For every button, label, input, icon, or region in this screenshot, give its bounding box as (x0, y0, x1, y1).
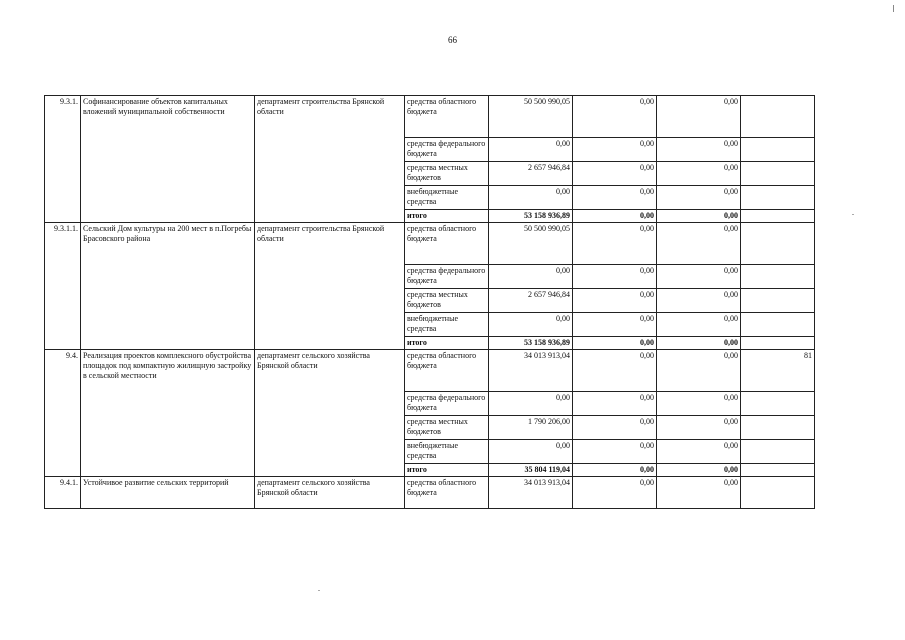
scan-speck (852, 214, 854, 215)
funding-source-cell: внебюджетные средства (405, 186, 489, 210)
table-row (45, 350, 815, 392)
funding-source-cell: итого (405, 337, 489, 350)
amount-cell-1: 34 013 913,04 (489, 477, 573, 509)
extra-cell (741, 162, 815, 186)
amount-cell-3: 0,00 (657, 186, 741, 210)
table-row (45, 477, 815, 509)
funding-source-cell: средства областного бюджета (405, 96, 489, 138)
measure-name-cell: Реализация проектов комплексного обустройства площадок под компактную жилищную застройку в сельской местности (81, 350, 255, 477)
extra-cell (741, 416, 815, 440)
scan-speck (318, 590, 320, 591)
extra-cell (741, 186, 815, 210)
funding-source-cell: итого (405, 210, 489, 223)
amount-cell-3: 0,00 (657, 440, 741, 464)
funding-source-cell: средства областного бюджета (405, 477, 489, 509)
executor-cell: департамент сельского хозяйства Брянской области (255, 477, 405, 509)
amount-cell-2: 0,00 (573, 138, 657, 162)
amount-cell-1: 35 804 119,04 (489, 464, 573, 477)
extra-cell (741, 96, 815, 138)
extra-cell (741, 210, 815, 223)
row-number-cell: 9.3.1. (45, 96, 81, 223)
extra-cell (741, 223, 815, 265)
extra-cell (741, 464, 815, 477)
amount-cell-1: 1 790 206,00 (489, 416, 573, 440)
measure-name-cell: Сельский Дом культуры на 200 мест в п.Погребы Брасовского района (81, 223, 255, 350)
amount-cell-3: 0,00 (657, 210, 741, 223)
extra-cell (741, 265, 815, 289)
row-number-cell: 9.3.1.1. (45, 223, 81, 350)
amount-cell-1: 50 500 990,05 (489, 96, 573, 138)
amount-cell-3: 0,00 (657, 289, 741, 313)
amount-cell-2: 0,00 (573, 440, 657, 464)
executor-cell: департамент сельского хозяйства Брянской области (255, 350, 405, 477)
amount-cell-3: 0,00 (657, 138, 741, 162)
executor-cell: департамент строительства Брянской области (255, 96, 405, 223)
amount-cell-2: 0,00 (573, 223, 657, 265)
amount-cell-1: 2 657 946,84 (489, 162, 573, 186)
funding-source-cell: средства местных бюджетов (405, 416, 489, 440)
amount-cell-1: 2 657 946,84 (489, 289, 573, 313)
funding-source-cell: итого (405, 464, 489, 477)
extra-cell (741, 289, 815, 313)
amount-cell-2: 0,00 (573, 313, 657, 337)
extra-cell (741, 138, 815, 162)
funding-source-cell: средства областного бюджета (405, 223, 489, 265)
scan-edge-mark (893, 5, 894, 12)
amount-cell-3: 0,00 (657, 96, 741, 138)
extra-cell (741, 392, 815, 416)
funding-source-cell: средства федерального бюджета (405, 138, 489, 162)
amount-cell-1: 0,00 (489, 440, 573, 464)
amount-cell-3: 0,00 (657, 223, 741, 265)
executor-cell: департамент строительства Брянской области (255, 223, 405, 350)
amount-cell-1: 0,00 (489, 138, 573, 162)
funding-source-cell: внебюджетные средства (405, 440, 489, 464)
amount-cell-3: 0,00 (657, 337, 741, 350)
amount-cell-3: 0,00 (657, 464, 741, 477)
table-row (45, 96, 815, 138)
amount-cell-1: 0,00 (489, 392, 573, 416)
table-row (45, 223, 815, 265)
amount-cell-2: 0,00 (573, 96, 657, 138)
funding-source-cell: внебюджетные средства (405, 313, 489, 337)
row-number-cell: 9.4. (45, 350, 81, 477)
amount-cell-2: 0,00 (573, 464, 657, 477)
funding-source-cell: средства федерального бюджета (405, 265, 489, 289)
amount-cell-1: 0,00 (489, 313, 573, 337)
extra-cell (741, 477, 815, 509)
measure-name-cell: Софинансирование объектов капитальных вложений муниципальной собственности (81, 96, 255, 223)
amount-cell-2: 0,00 (573, 337, 657, 350)
extra-cell (741, 313, 815, 337)
amount-cell-3: 0,00 (657, 392, 741, 416)
funding-source-cell: средства местных бюджетов (405, 162, 489, 186)
measure-name-cell: Устойчивое развитие сельских территорий (81, 477, 255, 509)
amount-cell-2: 0,00 (573, 350, 657, 392)
funding-source-cell: средства местных бюджетов (405, 289, 489, 313)
budget-table (44, 95, 815, 509)
amount-cell-3: 0,00 (657, 162, 741, 186)
amount-cell-1: 50 500 990,05 (489, 223, 573, 265)
funding-source-cell: средства областного бюджета (405, 350, 489, 392)
extra-cell: 81 (741, 350, 815, 392)
amount-cell-1: 53 158 936,89 (489, 210, 573, 223)
amount-cell-1: 0,00 (489, 265, 573, 289)
amount-cell-3: 0,00 (657, 416, 741, 440)
amount-cell-2: 0,00 (573, 392, 657, 416)
amount-cell-1: 34 013 913,04 (489, 350, 573, 392)
amount-cell-1: 0,00 (489, 186, 573, 210)
amount-cell-2: 0,00 (573, 210, 657, 223)
extra-cell (741, 440, 815, 464)
amount-cell-3: 0,00 (657, 265, 741, 289)
amount-cell-2: 0,00 (573, 162, 657, 186)
amount-cell-3: 0,00 (657, 350, 741, 392)
amount-cell-3: 0,00 (657, 313, 741, 337)
amount-cell-2: 0,00 (573, 416, 657, 440)
amount-cell-2: 0,00 (573, 477, 657, 509)
funding-source-cell: средства федерального бюджета (405, 392, 489, 416)
amount-cell-2: 0,00 (573, 186, 657, 210)
amount-cell-3: 0,00 (657, 477, 741, 509)
amount-cell-2: 0,00 (573, 265, 657, 289)
row-number-cell: 9.4.1. (45, 477, 81, 509)
amount-cell-2: 0,00 (573, 289, 657, 313)
amount-cell-1: 53 158 936,89 (489, 337, 573, 350)
extra-cell (741, 337, 815, 350)
page-number: 66 (448, 35, 457, 45)
